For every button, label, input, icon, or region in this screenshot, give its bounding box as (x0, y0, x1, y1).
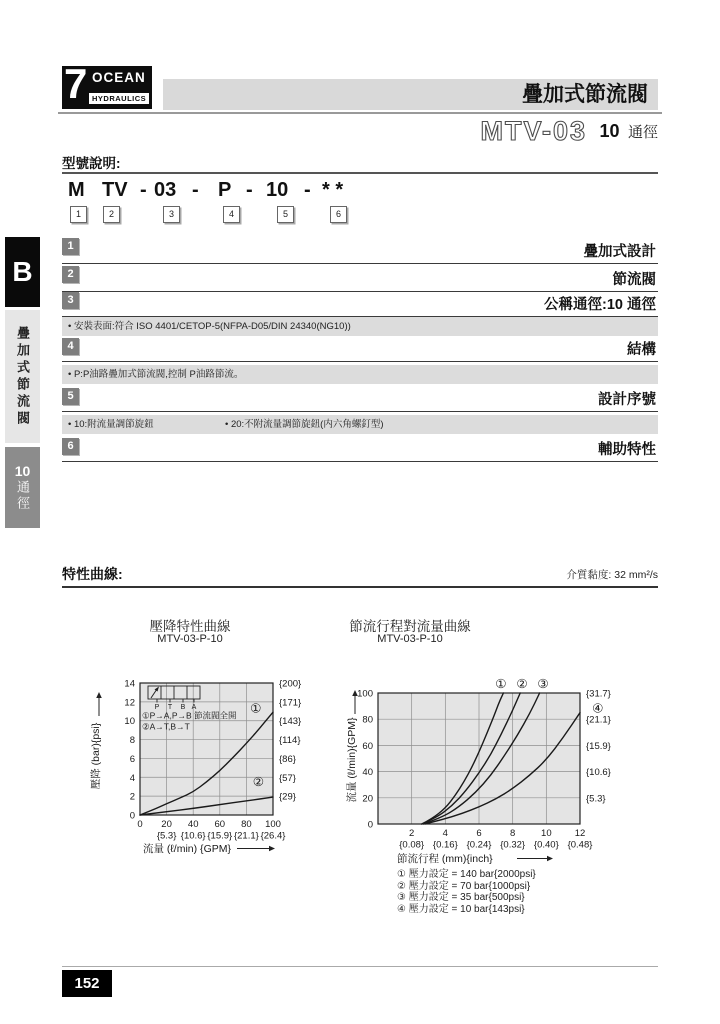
svg-text:8: 8 (129, 735, 135, 747)
svg-text:{29}: {29} (279, 791, 296, 803)
spec-label-6: 輔助特性 (598, 442, 656, 458)
brand-seven: 7 (64, 60, 88, 107)
svg-text:{21.1}: {21.1} (586, 714, 611, 726)
svg-text:2: 2 (129, 791, 135, 803)
svg-text:{0.08}: {0.08} (399, 839, 425, 851)
svg-text:{31.7}: {31.7} (586, 688, 611, 700)
svg-text:60: 60 (362, 740, 373, 752)
model-size-num: 10 (599, 121, 620, 141)
code-part: * * (322, 179, 344, 201)
code-part: P (218, 179, 232, 201)
svg-text:6: 6 (476, 828, 482, 839)
svg-text:{21.1}: {21.1} (233, 830, 259, 842)
code-part: M (68, 179, 85, 201)
svg-text:②A→T,B→T: ②A→T,B→T (142, 721, 190, 732)
svg-text:{0.16}: {0.16} (432, 839, 458, 851)
svg-text:A: A (191, 704, 197, 711)
svg-text:{0.40}: {0.40} (533, 839, 559, 851)
svg-text:B: B (180, 704, 186, 711)
spec-row-3 (62, 292, 658, 317)
svg-text:{0.32}: {0.32} (500, 839, 526, 851)
code-part: 10 (266, 179, 289, 201)
note-structure: • P:P油路疊加式節流閥,控制 P油路節流。 (62, 365, 658, 384)
svg-text:0: 0 (137, 819, 143, 830)
pressure-drop-chart (85, 668, 325, 873)
svg-text:②: ② (252, 775, 264, 789)
chart1-title: 壓降特性曲線 (149, 619, 231, 634)
sidebar-size-label (5, 447, 40, 528)
chart2-title: 節流行程對流量曲線 (349, 619, 471, 634)
code-chip-4: 4 (223, 206, 240, 223)
code-chip-3: 3 (163, 206, 180, 223)
svg-text:40: 40 (187, 819, 199, 830)
spec-row-2 (62, 266, 658, 292)
svg-text:{143}: {143} (279, 716, 302, 728)
spec-num-2: 2 (62, 266, 79, 283)
code-part: - (192, 179, 199, 201)
code-part: TV (102, 179, 128, 201)
svg-text:①: ① (495, 676, 507, 691)
chart1-subtitle: MTV-03-P-10 (157, 633, 223, 645)
footer-rule (62, 966, 658, 967)
svg-text:0: 0 (367, 819, 373, 831)
svg-text:節流行程 (mm){inch}: 節流行程 (mm){inch} (397, 853, 493, 865)
code-chip-1: 1 (70, 206, 87, 223)
svg-text:8: 8 (510, 828, 516, 839)
code-chip-6: 6 (330, 206, 347, 223)
model-heading (320, 116, 658, 147)
curves-rule (62, 586, 658, 588)
svg-text:14: 14 (124, 678, 135, 690)
note-mounting: • 安裝表面:符合 ISO 4401/CETOP-5(NFPA-D05/DIN 24340(NG10)) (62, 317, 658, 336)
svg-text:{5.3}: {5.3} (156, 830, 177, 842)
svg-text:80: 80 (241, 819, 252, 830)
svg-text:{5.3}: {5.3} (586, 793, 606, 805)
spec-num-6: 6 (62, 438, 79, 455)
brand-sub: HYDRAULICS (88, 92, 150, 105)
curves-heading: 特性曲線: (62, 566, 123, 582)
product-title-bar (163, 79, 658, 110)
svg-text:P: P (154, 704, 160, 711)
svg-text:{10.6}: {10.6} (180, 830, 206, 842)
product-title: 疊加式節流閥 (522, 83, 648, 106)
sidebar-group-label: 疊加式節流閥 (5, 310, 40, 443)
svg-text:10: 10 (541, 828, 552, 839)
model-section-rule (62, 172, 658, 174)
svg-text:②: ② (516, 676, 528, 691)
svg-text:6: 6 (129, 753, 135, 765)
svg-text:{15.9}: {15.9} (586, 740, 611, 752)
svg-text:2: 2 (409, 828, 415, 839)
spec-label-3: 公稱通徑:10 通徑 (544, 297, 656, 313)
page-number: 152 (62, 970, 112, 997)
svg-text:③: ③ (537, 676, 549, 691)
svg-text:T: T (167, 704, 173, 711)
pressure-note-4: ④ 壓力設定 = 10 bar{143psi} (397, 903, 525, 915)
svg-text:{200}: {200} (279, 678, 302, 690)
spec-num-4: 4 (62, 338, 79, 355)
spec-label-4: 結構 (627, 342, 656, 358)
brand-name: OCEAN (92, 70, 146, 85)
viscosity-note: 介質黏度: 32 mm²/s (566, 569, 658, 581)
svg-text:①: ① (250, 701, 262, 716)
code-chip-5: 5 (277, 206, 294, 223)
svg-text:4: 4 (129, 772, 135, 784)
svg-text:80: 80 (362, 714, 373, 726)
note-design-a: • 10:附流量調節旋鈕 (68, 419, 154, 430)
sidebar-size-chars: 通徑 (15, 480, 30, 512)
spec-label-5: 設計序號 (598, 392, 656, 408)
svg-text:{10.6}: {10.6} (586, 767, 611, 779)
spec-row-1 (62, 238, 658, 264)
spec-label-2: 節流閥 (612, 272, 656, 288)
sidebar-size-num: 10 (14, 463, 31, 479)
model-code: MTV-03 (480, 116, 588, 146)
spec-label-1: 疊加式設計 (583, 244, 656, 260)
svg-text:流量 (ℓ/min) {GPM}: 流量 (ℓ/min) {GPM} (143, 843, 231, 855)
note-design (62, 415, 658, 434)
spec-row-5 (62, 388, 658, 412)
svg-text:{114}: {114} (279, 735, 301, 747)
chart2-subtitle: MTV-03-P-10 (377, 633, 443, 645)
svg-text:{0.24}: {0.24} (466, 839, 492, 851)
svg-text:{86}: {86} (279, 753, 296, 765)
pressure-note-2: ② 壓力設定 = 70 bar{1000psi} (397, 880, 531, 892)
pressure-setting-notes (397, 869, 536, 915)
model-section-heading: 型號說明: (62, 156, 121, 171)
pressure-note-3: ③ 壓力設定 = 35 bar{500psi} (397, 892, 525, 904)
svg-text:流量 (ℓ/min){GPM}: 流量 (ℓ/min){GPM} (346, 717, 358, 803)
svg-text:12: 12 (124, 697, 135, 709)
code-part: - (304, 179, 311, 201)
spec-num-3: 3 (62, 292, 79, 309)
svg-text:④: ④ (592, 701, 604, 716)
svg-text:①P→A,P→B 節流閥全開: ①P→A,P→B 節流閥全開 (142, 710, 237, 721)
note-design-b: • 20:不附流量調節旋鈕(内六角螺釘型) (225, 419, 384, 430)
svg-text:{15.9}: {15.9} (207, 830, 233, 842)
stroke-flow-chart (345, 668, 655, 868)
svg-text:20: 20 (362, 793, 373, 805)
svg-text:{0.48}: {0.48} (567, 839, 593, 851)
spec-num-1: 1 (62, 238, 79, 255)
code-part: - (140, 179, 147, 201)
svg-text:40: 40 (362, 767, 373, 779)
sidebar-tab-b: B (5, 237, 40, 307)
svg-text:{26.4}: {26.4} (260, 830, 286, 842)
svg-text:20: 20 (161, 819, 172, 830)
svg-text:壓降 (bar){psi}: 壓降 (bar){psi} (90, 722, 102, 790)
svg-text:4: 4 (442, 828, 448, 839)
code-part: 03 (154, 179, 177, 201)
code-chip-2: 2 (103, 206, 120, 223)
svg-text:12: 12 (574, 828, 586, 839)
svg-text:100: 100 (357, 688, 373, 700)
spec-num-5: 5 (62, 388, 79, 405)
svg-text:{171}: {171} (279, 697, 302, 709)
svg-text:10: 10 (124, 716, 135, 728)
header-rule (58, 112, 662, 114)
code-part: - (246, 179, 253, 201)
spec-row-4 (62, 338, 658, 362)
svg-text:100: 100 (265, 819, 281, 830)
model-size-unit: 通徑 (627, 124, 658, 141)
svg-text:{57}: {57} (279, 772, 296, 784)
brand-logo (62, 60, 152, 109)
svg-text:0: 0 (129, 810, 135, 822)
spec-row-6 (62, 438, 658, 462)
svg-text:60: 60 (214, 819, 226, 830)
pressure-note-1: ① 壓力設定 = 140 bar{2000psi} (397, 869, 536, 880)
